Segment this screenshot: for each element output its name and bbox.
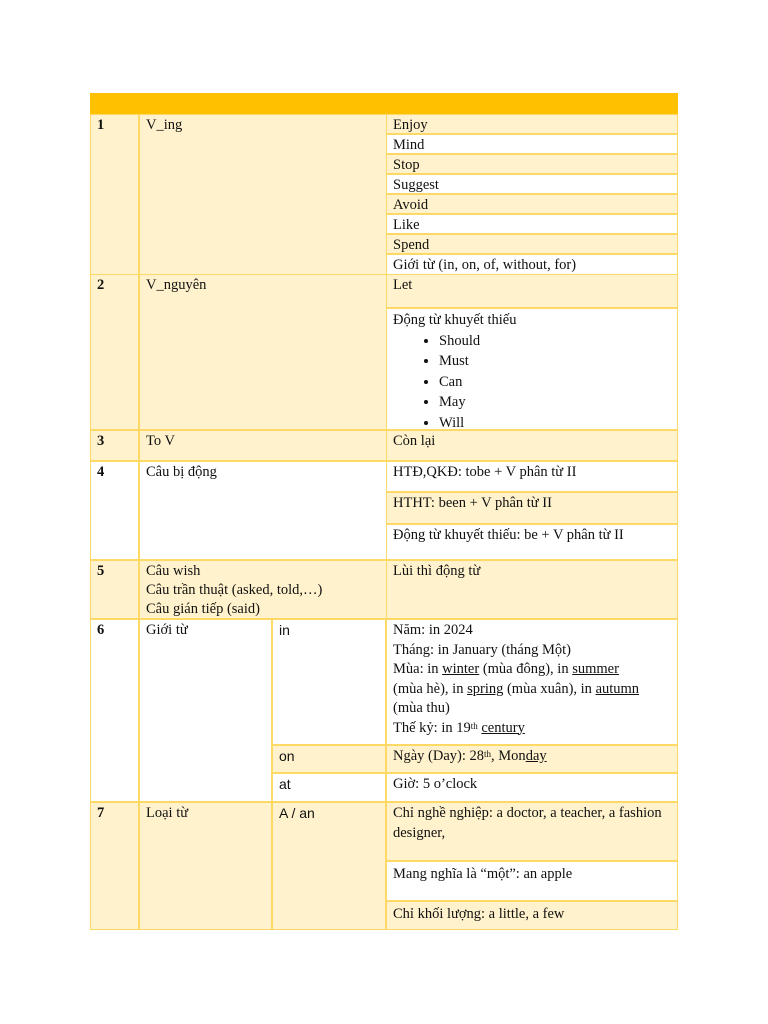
example-cell: Còn lại <box>386 430 678 461</box>
list-item: • Must <box>439 351 673 372</box>
example-cell: Let <box>386 274 678 308</box>
example-cell: Stop <box>386 154 678 174</box>
table-row-2 <box>90 274 678 430</box>
example-cell: Avoid <box>386 194 678 214</box>
category-cell: V_ing <box>139 114 436 293</box>
subcategory-cell: in <box>272 619 386 745</box>
list-item: • May <box>439 392 673 413</box>
row-number: 6 <box>90 619 139 802</box>
example-cell: HTĐ,QKĐ: tobe + V phân từ II <box>386 461 678 492</box>
example-cell: Chỉ nghề nghiệp: a doctor, a teacher, a fashion designer, <box>386 802 678 861</box>
table-row-5 <box>90 560 678 619</box>
example-cell: Enjoy <box>386 114 678 134</box>
example-cell: Mang nghĩa là “một”: an apple <box>386 861 678 901</box>
row-number: 5 <box>90 560 139 619</box>
category-cell: Câu wish Câu trần thuật (asked, told,…) Câu gián tiếp (said) <box>139 560 436 619</box>
category-cell: V_nguyên <box>139 274 436 430</box>
example-cell <box>386 308 678 430</box>
row-number: 4 <box>90 461 139 560</box>
row-number: 3 <box>90 430 139 461</box>
modal-list <box>393 331 673 434</box>
example-cell: Like <box>386 214 678 234</box>
table-header-bar <box>90 93 678 114</box>
example-cell: Giới từ (in, on, of, without, for) <box>386 254 678 293</box>
example-cell: Ngày (Day): 28th, Monday <box>386 745 678 773</box>
table-row-6 <box>90 619 678 802</box>
example-cell: Động từ khuyết thiếu: be + V phân từ II <box>386 524 678 560</box>
example-cell: Chỉ khối lượng: a little, a few <box>386 901 678 930</box>
category-cell: Câu bị động <box>139 461 436 560</box>
example-cell: Lùi thì động từ <box>386 560 678 619</box>
example-cell: Năm: in 2024 Tháng: in January (tháng Một) Mùa: in winter (mùa đông), in summer (mùa hè), in spring (mùa xuân), in autumn (mùa thu) Thế kỷ: in 19th century <box>386 619 678 745</box>
example-cell: Mind <box>386 134 678 154</box>
category-cell: Giới từ <box>139 619 272 802</box>
table-row-3 <box>90 430 678 461</box>
modal-title: Động từ khuyết thiếu <box>393 312 517 328</box>
row-number: 7 <box>90 802 139 930</box>
subcategory-cell: at <box>272 773 386 802</box>
example-cell: HTHT: been + V phân từ II <box>386 492 678 524</box>
example-cell: Spend <box>386 234 678 254</box>
list-item: • Should <box>439 331 673 352</box>
table-row-7 <box>90 802 678 930</box>
list-item: • Will <box>439 413 673 434</box>
subcategory-cell: on <box>272 745 386 773</box>
row-number: 1 <box>90 114 139 293</box>
list-item: • Can <box>439 372 673 393</box>
row-number: 2 <box>90 274 139 430</box>
example-cell: Giờ: 5 o’clock <box>386 773 678 802</box>
table-row-4 <box>90 461 678 560</box>
example-cell: Suggest <box>386 174 678 194</box>
table-row-1 <box>90 114 678 293</box>
subcategory-cell: A / an <box>272 802 386 930</box>
category-cell: To V <box>139 430 436 461</box>
category-cell: Loại từ <box>139 802 272 930</box>
